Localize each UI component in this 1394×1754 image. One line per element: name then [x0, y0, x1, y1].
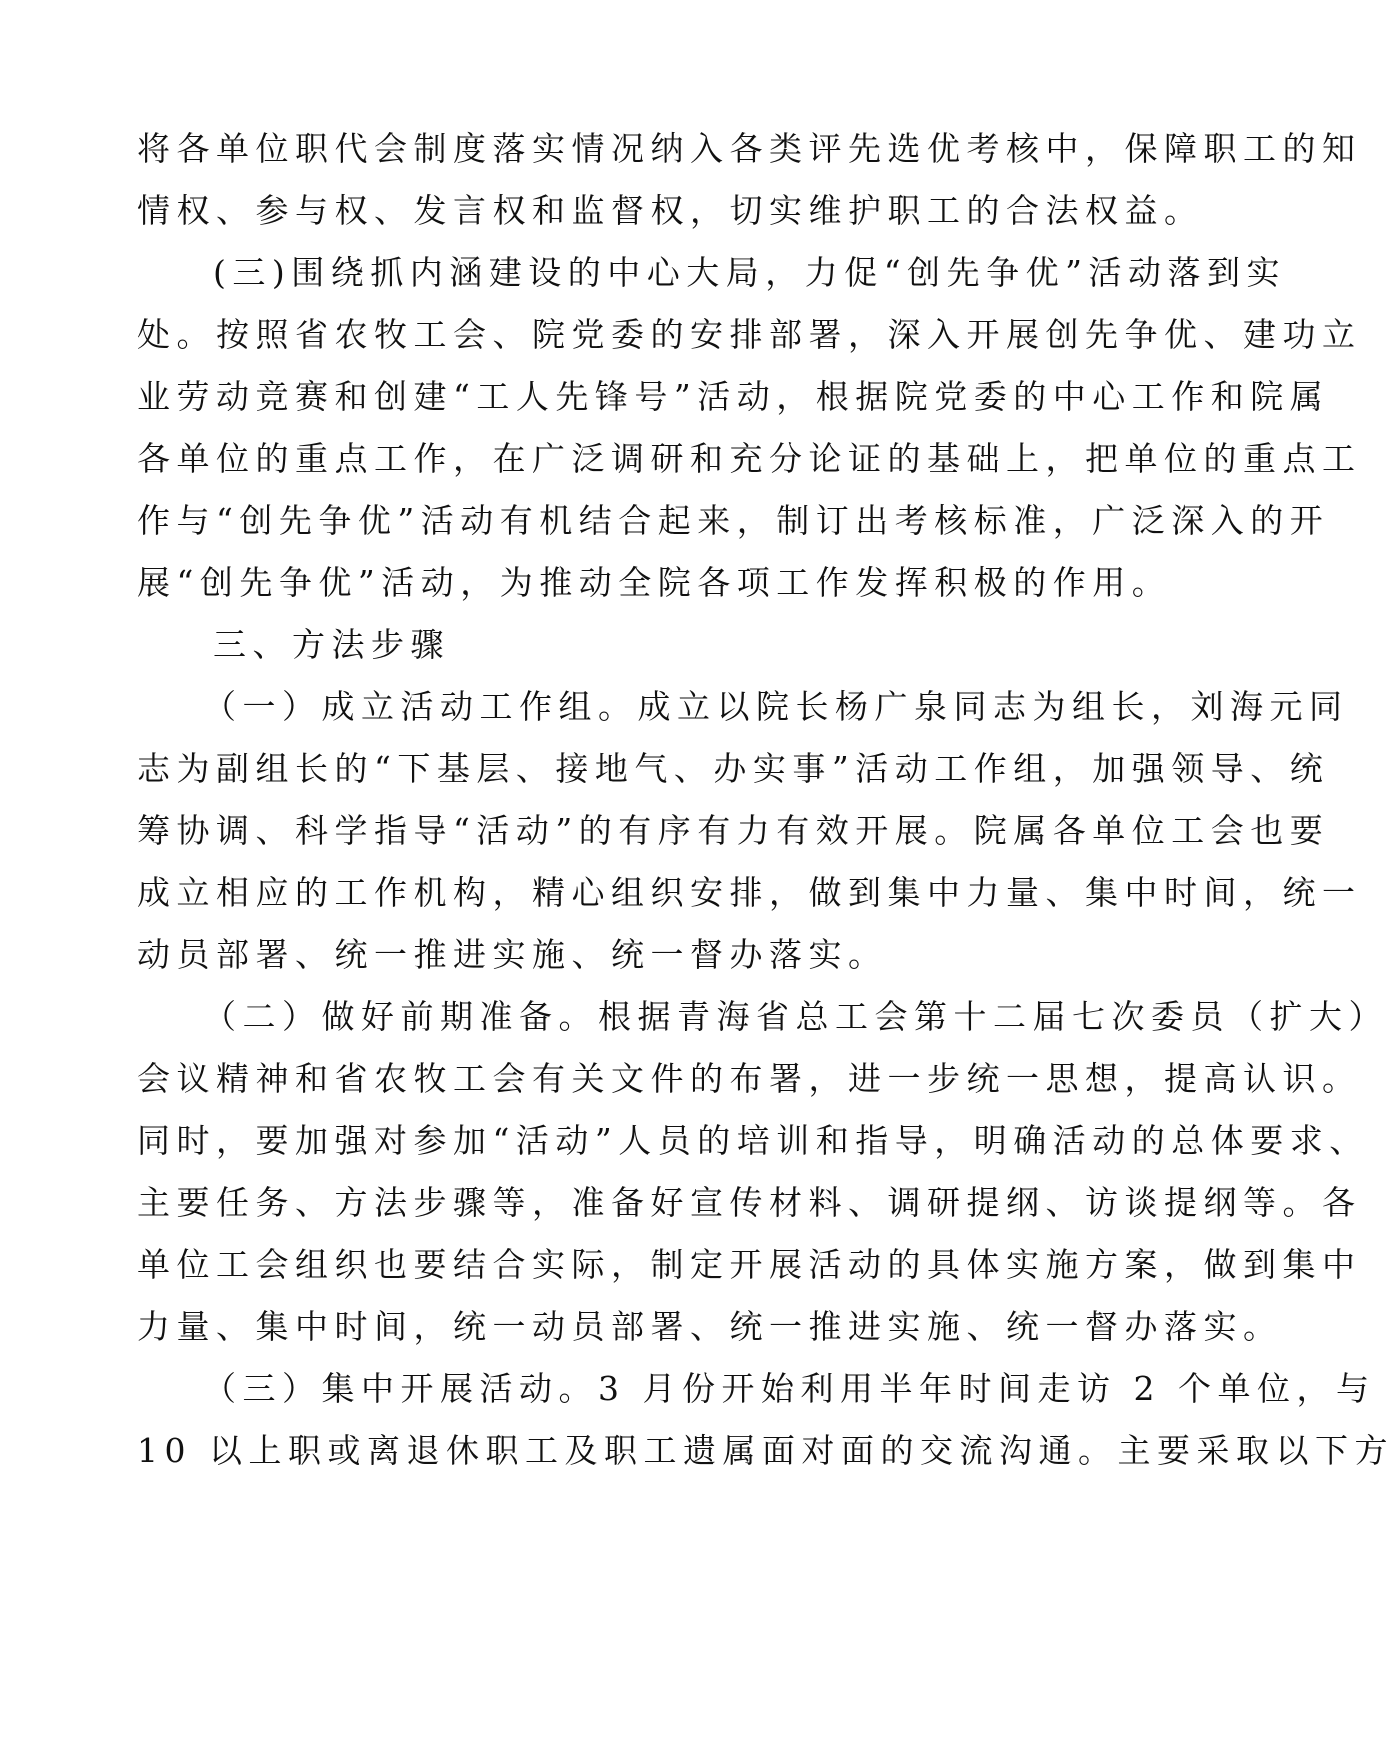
- text-line: 业劳动竞赛和创建“工人先锋号”活动，根据院党委的中心工作和院属: [137, 377, 1330, 416]
- text-line: 作与“创先争优”活动有机结合起来，制订出考核标准，广泛深入的开: [137, 501, 1330, 540]
- text-line: 志为副组长的“下基层、接地气、办实事”活动工作组，加强领导、统: [137, 749, 1330, 788]
- paragraph-start-line: （一）成立活动工作组。成立以院长杨广泉同志为组长，刘海元同: [203, 687, 1349, 726]
- text-line: 单位工会组织也要结合实际，制定开展活动的具体实施方案，做到集中: [137, 1245, 1362, 1284]
- text-line: 动员部署、统一推进实施、统一督办落实。: [137, 935, 888, 974]
- text-line: 情权、参与权、发言权和监督权，切实维护职工的合法权益。: [137, 191, 1204, 230]
- text-line: 主要任务、方法步骤等，准备好宣传材料、调研提纲、访谈提纲等。各: [137, 1183, 1362, 1222]
- text-line: 各单位的重点工作，在广泛调研和充分论证的基础上，把单位的重点工: [137, 439, 1362, 478]
- text-line: 会议精神和省农牧工会有关文件的布署，进一步统一思想，提高认识。: [137, 1059, 1362, 1098]
- text-line: 将各单位职代会制度落实情况纳入各类评先选优考核中，保障职工的知: [137, 129, 1362, 168]
- text-line: 10 以上职或离退休职工及职工遗属面对面的交流沟通。主要采取以下方: [137, 1431, 1394, 1470]
- paragraph-start-line: （二）做好前期准备。根据青海省总工会第十二届七次委员（扩大）: [203, 997, 1388, 1036]
- text-line: 处。按照省农牧工会、院党委的安排部署，深入开展创先争优、建功立: [137, 315, 1362, 354]
- text-line: 筹协调、科学指导“活动”的有序有力有效开展。院属各单位工会也要: [137, 811, 1330, 850]
- text-line: 成立相应的工作机构，精心组织安排，做到集中力量、集中时间，统一: [137, 873, 1362, 912]
- text-line: 同时，要加强对参加“活动”人员的培训和指导，明确活动的总体要求、: [137, 1121, 1369, 1160]
- text-line: 力量、集中时间，统一动员部署、统一推进实施、统一督办落实。: [137, 1307, 1283, 1346]
- paragraph-start-line: (三)围绕抓内涵建设的中心大局，力促“创先争优”活动落到实: [213, 253, 1286, 292]
- text-line: 展“创先争优”活动，为推动全院各项工作发挥积极的作用。: [137, 563, 1172, 602]
- section-heading: 三、方法步骤: [213, 625, 450, 664]
- paragraph-start-line: （三）集中开展活动。3 月份开始利用半年时间走访 2 个单位，与: [203, 1369, 1376, 1408]
